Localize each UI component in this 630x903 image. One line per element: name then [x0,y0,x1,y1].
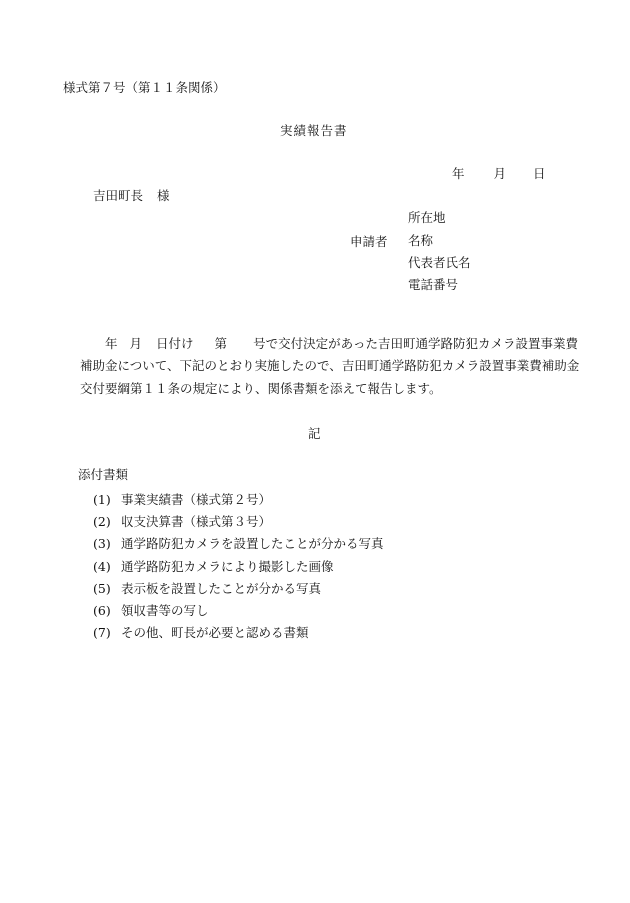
addressee [93,190,170,203]
addressee-honorific: 様 [157,188,170,203]
report-body-paragraph [80,333,580,401]
list-item-number: (1) [93,492,111,507]
list-item-number: (7) [93,625,111,641]
list-item-number: (5) [93,580,111,596]
list-item-text: 表示板を設置したことが分かる写真 [121,580,322,596]
applicant-field-phone: 電話番号 [408,277,459,292]
list-item-number: (4) [93,558,111,574]
date-month-label: 月 [493,166,507,181]
applicant-field-address: 所在地 [408,210,446,225]
date-line [452,168,546,181]
list-item-text: 事業実績書（様式第２号） [121,492,272,507]
list-item [93,533,384,555]
list-item-text: 通学路防犯カメラを設置したことが分かる写真 [121,536,384,552]
body-year: 年 [105,335,118,351]
ki-heading: 記 [308,426,321,441]
body-day-dated: 日付け [156,335,194,351]
list-item [93,489,384,511]
list-item [93,556,384,578]
form-number: 様式第７号（第１１条関係） [63,80,226,95]
list-item-number: (6) [93,602,111,618]
body-month: 月 [129,335,143,351]
list-item [93,511,384,533]
document-title: 実績報告書 [280,123,348,138]
list-item-text: 領収書等の写し [121,602,209,618]
list-item-text: 通学路防犯カメラにより撮影した画像 [121,558,334,574]
list-item [93,578,384,600]
list-item-text: その他、町長が必要と認める書類 [121,625,309,641]
body-rest: 号で交付決定があった吉田町通学路防犯カメラ設置事業費補助金について、下記のとおり実施したので、吉田町通学路防犯カメラ設置事業費補助金交付要綱第１１条の規定により、関係書類を添えて報告します。 [80,335,580,396]
list-item-number: (3) [93,536,111,552]
addressee-name: 吉田町長 [93,188,144,203]
applicant-label: 申請者 [350,234,388,249]
date-year-label: 年 [452,166,465,181]
date-day-label: 日 [533,166,546,181]
applicant-field-representative: 代表者氏名 [408,255,471,270]
list-item [93,600,384,622]
attachments-heading: 添付書類 [78,467,129,482]
body-dai: 第 [214,335,228,351]
list-item [93,622,384,644]
applicant-field-name: 名称 [408,233,434,248]
list-item-text: 収支決算書（様式第３号） [121,514,272,530]
list-item-number: (2) [93,514,111,530]
attachments-list [93,489,384,644]
